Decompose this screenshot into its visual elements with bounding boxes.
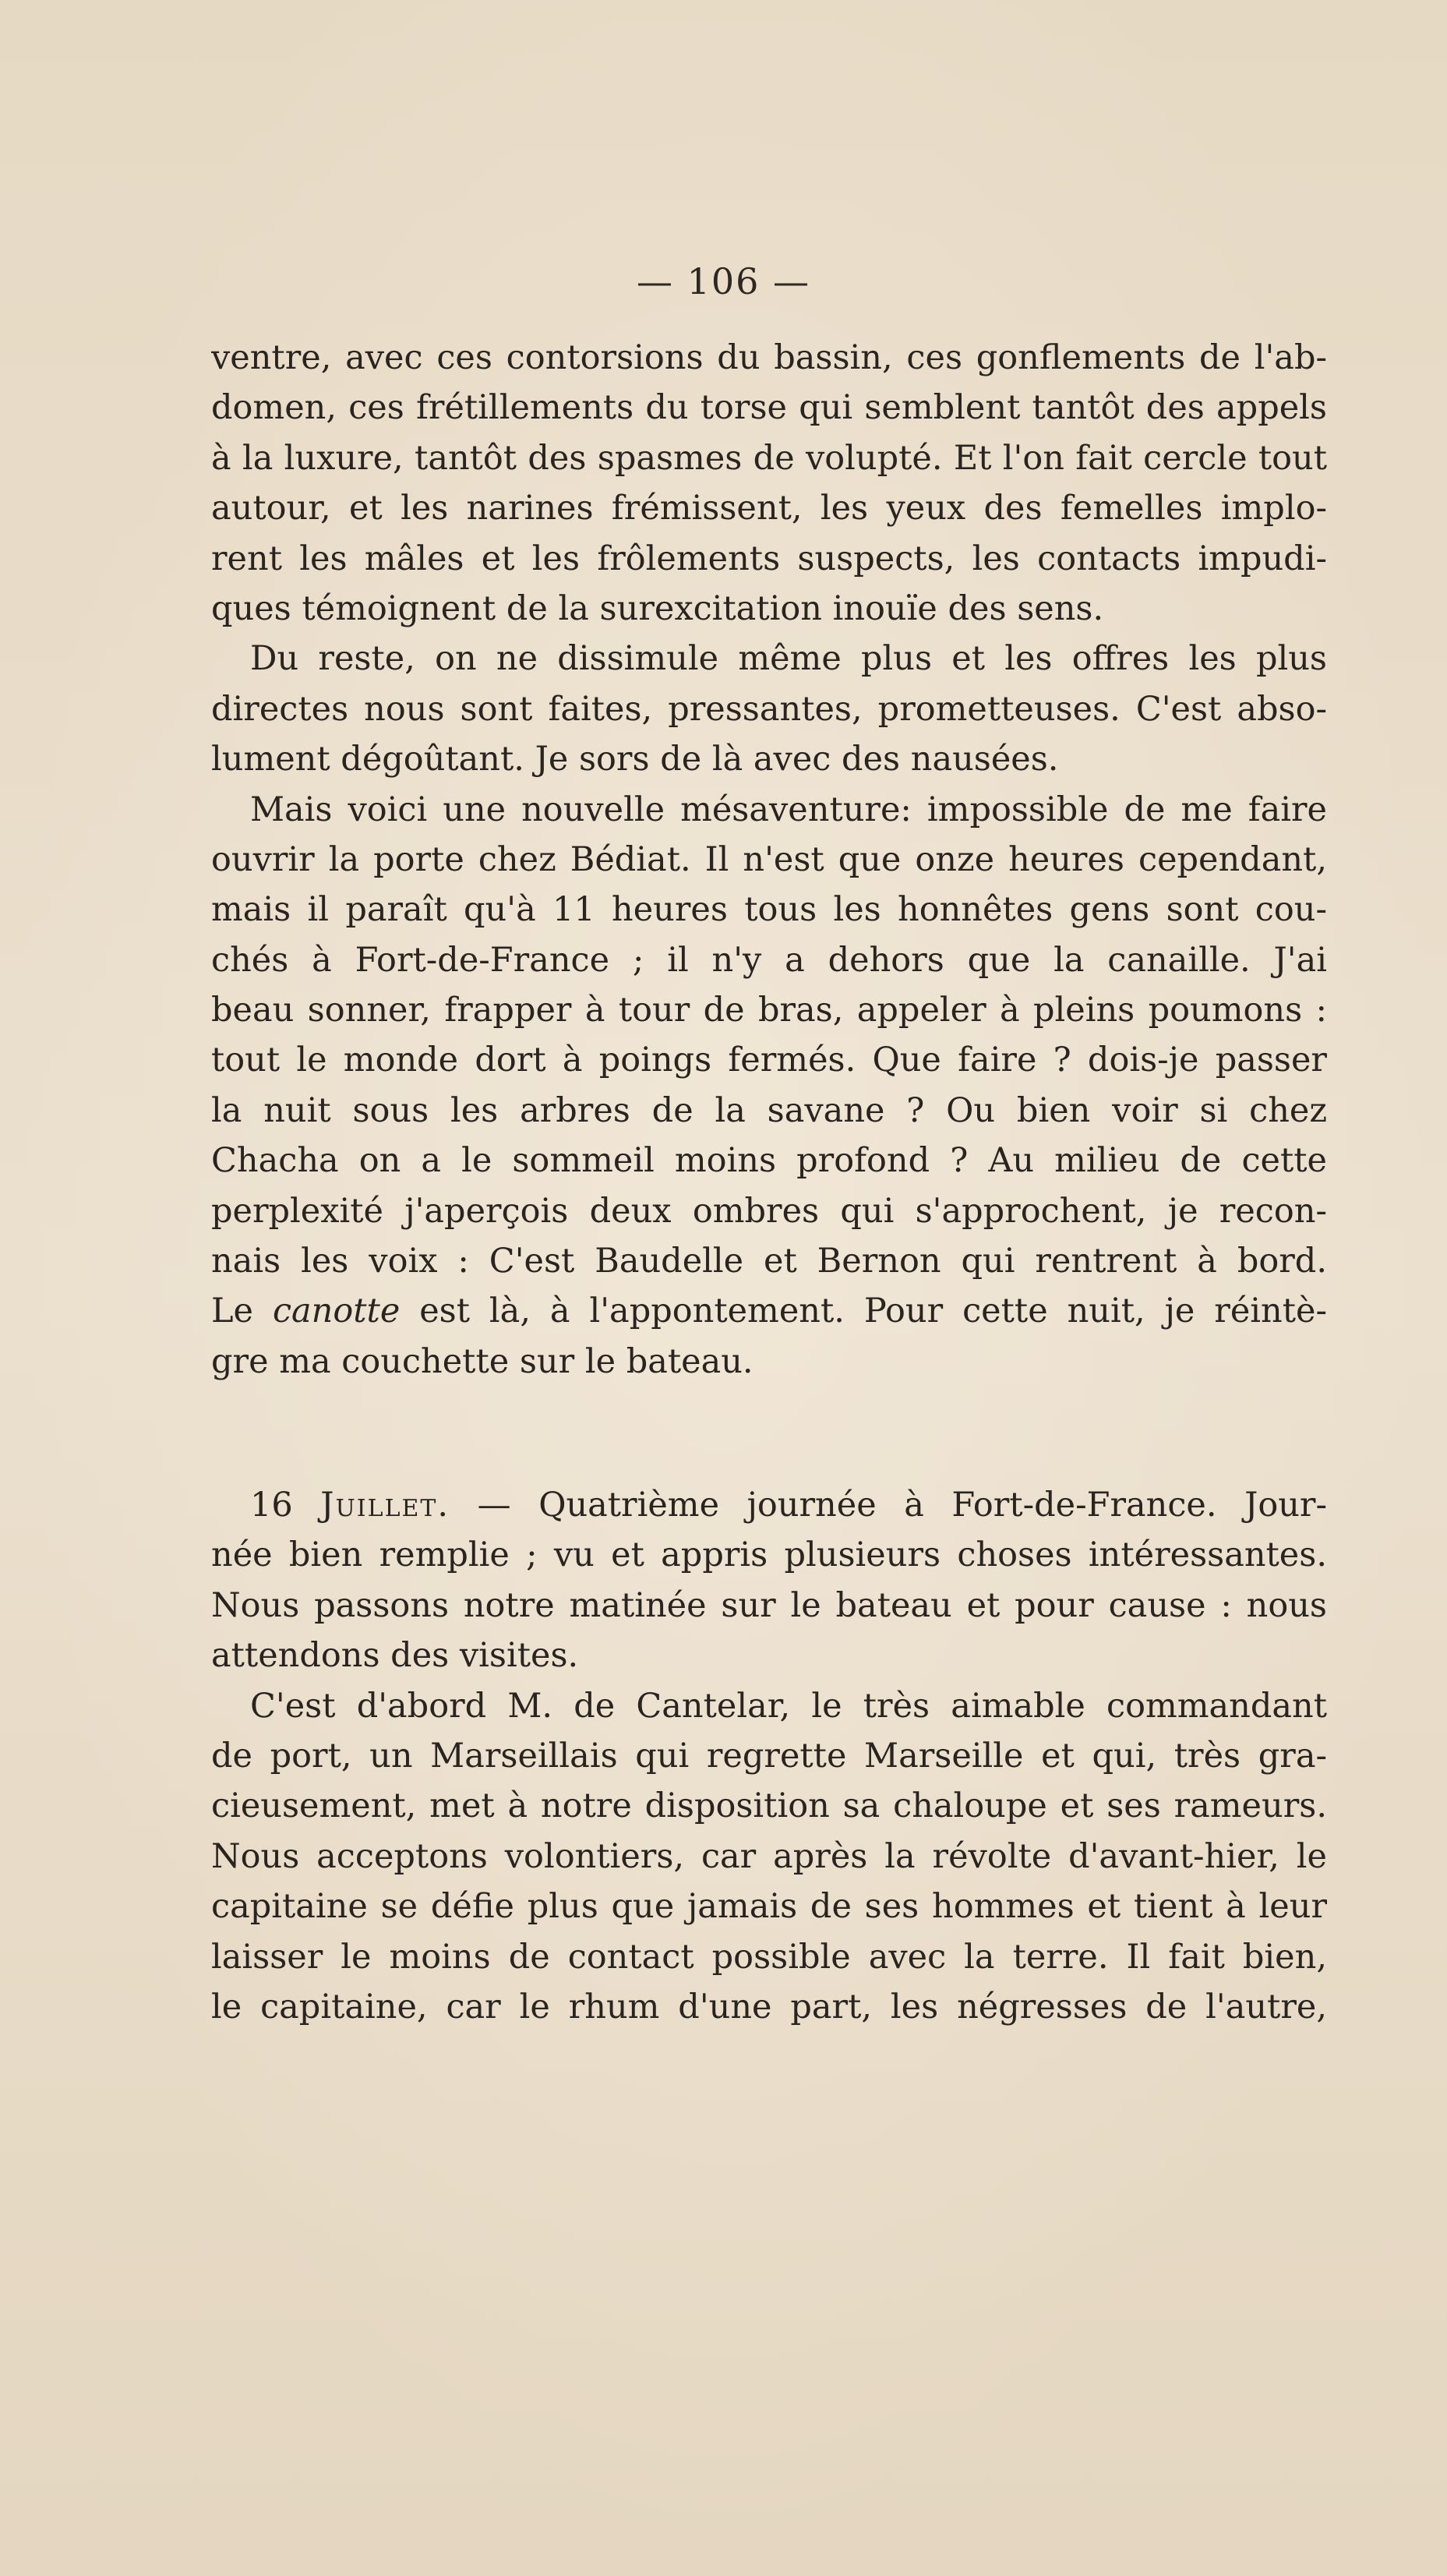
text-fragment: est là, à l'appontement. Pour cette nuit, je réintè- <box>419 1292 1327 1331</box>
text-line: Mais voici une nouvelle mésaventure: impossible de me faire <box>250 790 1327 829</box>
text-line: autour, et les narines frémissent, les yeux des femelles implo- <box>211 489 1327 528</box>
text-line: beau sonner, frapper à tour de bras, appeler à pleins poumons : <box>211 991 1327 1030</box>
text-line: tout le monde dort à poings fermés. Que faire ? dois-je passer <box>211 1041 1327 1080</box>
date-number: 16 <box>250 1486 293 1525</box>
date-month: Juillet. <box>320 1486 450 1525</box>
text-line-mixed <box>211 1286 1327 1336</box>
text-line: gre ma couchette sur le bateau. <box>211 1341 753 1381</box>
text-block-1 <box>211 333 1327 1387</box>
text-line: Nous acceptons volontiers, car après la révolte d'avant-hier, le <box>211 1836 1327 1876</box>
text-line: mais il paraît qu'à 11 heures tous les honnêtes gens sont cou- <box>211 890 1327 930</box>
text-line: nais les voix : C'est Baudelle et Bernon qui rentrent à bord. <box>211 1242 1327 1281</box>
text-fragment: — Quatrième journée à Fort-de-France. Jour- <box>477 1486 1327 1525</box>
text-line: laisser le moins de contact possible avec la terre. Il fait bien, <box>211 1937 1327 1977</box>
text-line: perplexité j'aperçois deux ombres qui s'approchent, je recon- <box>211 1191 1327 1231</box>
text-line: Chacha on a le sommeil moins profond ? Au milieu de cette <box>211 1141 1327 1181</box>
text-line: attendons des visites. <box>211 1636 579 1676</box>
text-block-2 <box>211 1480 1327 2032</box>
text-fragment: Le <box>211 1292 254 1331</box>
text-line: C'est d'abord M. de Cantelar, le très aimable commandant <box>250 1686 1327 1726</box>
text-line: Du reste, on ne dissimule même plus et les offres les plus <box>250 639 1327 679</box>
page-number: — 106 — <box>636 260 811 302</box>
text-line: directes nous sont faites, pressantes, prometteuses. C'est abso- <box>211 689 1327 729</box>
text-line: Nous passons notre matinée sur le bateau et pour cause : nous <box>211 1585 1327 1625</box>
text-line: ques témoignent de la surexcitation inouïe des sens. <box>211 588 1104 628</box>
text-line: lument dégoûtant. Je sors de là avec des nausées. <box>211 740 1059 779</box>
text-line: à la luxure, tantôt des spasmes de volupté. Et l'on fait cercle tout <box>211 438 1327 478</box>
text-line: ventre, avec ces contorsions du bassin, ces gonflements de l'ab- <box>211 338 1327 377</box>
text-line: domen, ces frétillements du torse qui semblent tantôt des appels <box>211 388 1327 428</box>
text-line: capitaine se défie plus que jamais de ses hommes et tient à leur <box>211 1887 1327 1927</box>
text-line: cieusement, met à notre disposition sa chaloupe et ses rameurs. <box>211 1786 1327 1826</box>
text-line: rent les mâles et les frôlements suspects, les contacts impudi- <box>211 539 1327 578</box>
text-line: la nuit sous les arbres de la savane ? Ou bien voir si chez <box>211 1090 1327 1130</box>
text-line: née bien remplie ; vu et appris plusieurs choses intéressantes. <box>211 1535 1327 1575</box>
text-line: de port, un Marseillais qui regrette Marseille et qui, très gra- <box>211 1736 1327 1776</box>
date-entry-line <box>211 1480 1327 1530</box>
text-line: ouvrir la porte chez Bédiat. Il n'est que onze heures cependant, <box>211 839 1327 879</box>
text-line: chés à Fort-de-France ; il n'y a dehors que la canaille. J'ai <box>211 940 1327 980</box>
text-line: le capitaine, car le rhum d'une part, les négresses de l'autre, <box>211 1987 1327 2027</box>
italic-word: canotte <box>272 1292 401 1331</box>
